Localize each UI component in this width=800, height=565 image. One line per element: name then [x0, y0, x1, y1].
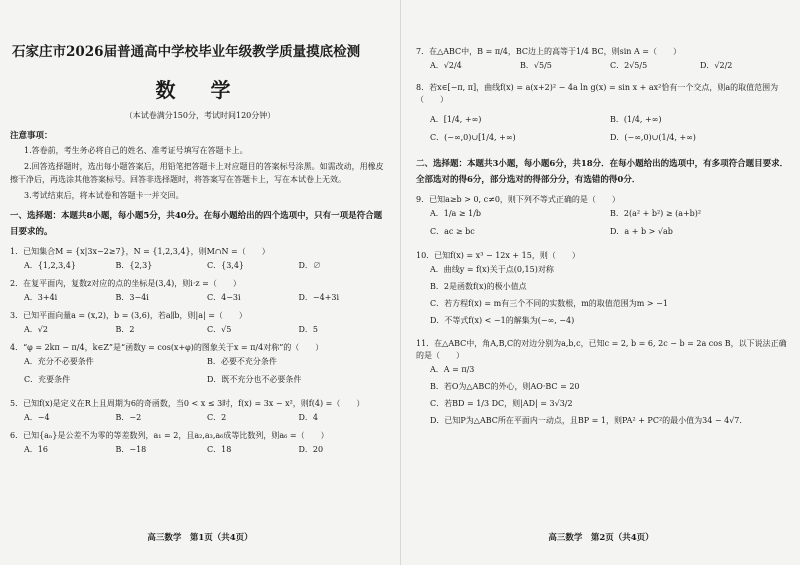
option: B．若O为△ABC的外心，则AO·BC = 20: [430, 382, 580, 391]
question-4-options: [24, 356, 390, 392]
option: A．充分不必要条件: [24, 357, 94, 366]
question-9-options: [430, 208, 790, 244]
section-1-heading: 一、选择题：本题共8小题，每小题5分，共40分。在每小题给出的四个选项中，只有一项是符合题目要求的。: [10, 211, 383, 237]
notice-item: 3.考试结束后，将本试卷和答题卡一并交回。: [24, 191, 184, 200]
option: A．[1/4, +∞): [430, 115, 482, 124]
option: A．{1,2,3,4}: [24, 261, 76, 270]
option: B．√5/5: [520, 61, 552, 70]
option: A．√2: [24, 325, 48, 334]
question-9: 9．已知a≥b > 0, c≠0，则下列不等式正确的是（ ）: [416, 195, 620, 204]
question-4: 4．“φ = 2kπ − π/4，k∈Z”是“函数y = cos(x+φ)的图象关于x = π/4对称”的（ ）: [10, 343, 324, 352]
subject-title: 数 学: [155, 78, 245, 102]
option: B．2是函数f(x)的极小值点: [430, 282, 527, 291]
option: C．√5: [207, 325, 232, 334]
option: A．曲线y = f(x)关于点(0,15)对称: [430, 265, 554, 274]
option: D．不等式f(x) < −1的解集为(−∞, −4): [430, 316, 575, 325]
question-7: 7．在△ABC中，B = π/4，BC边上的高等于1/4 BC，则sin A =（ ）: [416, 47, 681, 56]
page-divider: [400, 0, 401, 565]
page-footer: 高三数学 第2页（共4页）: [548, 533, 654, 543]
option: A．√2/4: [430, 61, 462, 70]
notice-item: 1.答卷前，考生务必将自己的姓名、准考证号填写在答题卡上。: [24, 146, 248, 155]
option: D．4: [298, 413, 319, 422]
option: B．(1/4, +∞): [610, 115, 662, 124]
page-footer: 高三数学 第1页（共4页）: [147, 533, 253, 543]
option: A．1/a ≥ 1/b: [430, 209, 482, 218]
question-8-options: [430, 114, 790, 150]
option: D．∅: [298, 261, 321, 270]
option: D．−4+3i: [298, 293, 340, 302]
option: D．(−∞,0)∪(1/4, +∞): [610, 133, 696, 142]
option: C．(−∞,0)∪[1/4, +∞): [430, 133, 516, 142]
page-2: [402, 0, 800, 565]
exam-title: 石家庄市2026届普通高中学校毕业年级教学质量摸底检测: [12, 44, 361, 60]
notice-heading: 注意事项：: [10, 131, 53, 141]
option: C．18: [207, 445, 232, 454]
option: C．2√5/5: [610, 61, 648, 70]
option: D．已知P为△ABC所在平面内一动点，且BP = 1，则PA² + PC²的最小值为34 − 4√7．: [430, 416, 748, 425]
option: C．ac ≥ bc: [430, 227, 475, 236]
question-3: 3．已知平面向量a = (x,2)，b = (3,6)，若a∥b，则|a| =（ ）: [10, 311, 247, 320]
option: D．√2/2: [700, 61, 733, 70]
option: D．5: [298, 325, 319, 334]
question-5: 5．已知f(x)是定义在R上且周期为6的奇函数，当0 < x ≤ 3时，f(x) = 3x − x²，则f(4) =（ ）: [10, 399, 365, 408]
option: A．3+4i: [24, 293, 58, 302]
option: B．必要不充分条件: [207, 357, 277, 366]
option: C．4−3i: [207, 293, 241, 302]
question-6: 6．已知{aₙ}是公差不为零的等差数列，a₁ = 2，且a₂,a₃,a₆成等比数列，则a₆ =（ ）: [10, 431, 329, 440]
section-2-heading: 二、选择题：本题共3小题，每小题6分，共18分．在每小题给出的选项中，有多项符合题目要求．全部选对的得6分，部分选对的得部分分，有选错的得0分．: [416, 159, 789, 185]
option: C．若方程f(x) = m有三个不同的实数根，m的取值范围为m > −1: [430, 299, 668, 308]
option: C．若BD = 1/3 DC，则|AD| = 3√3/2: [430, 399, 573, 408]
option: C．充要条件: [24, 375, 71, 384]
option: B．−2: [115, 413, 142, 422]
question-10: 10．已知f(x) = x³ − 12x + 15，则（ ）: [416, 251, 580, 260]
option: B．{2,3}: [115, 261, 153, 270]
question-6-options: [24, 444, 390, 456]
question-5-options: [24, 412, 390, 424]
option: D．20: [298, 445, 324, 454]
option: B．2(a² + b²) ≥ (a+b)²: [610, 209, 702, 218]
question-2: 2．在复平面内，复数z对应的点的坐标是(3,4)，则i·z =（ ）: [10, 279, 241, 288]
option: C．2: [207, 413, 227, 422]
exam-note: （本试卷满分150分，考试时间120分钟）: [124, 111, 276, 120]
question-3-options: [24, 324, 390, 336]
question-2-options: [24, 292, 390, 304]
option: A．A = π/3: [430, 365, 475, 374]
question-11: 11．在△ABC中，角A,B,C的对边分别为a,b,c，已知c = 2, b = 6, 2c − b = 2a cos B，以下说法正确的是（ ）: [416, 339, 787, 360]
option: B．−18: [115, 445, 147, 454]
option: A．16: [24, 445, 48, 454]
option: B．2: [115, 325, 135, 334]
question-10-options: [430, 264, 790, 332]
option: A．−4: [24, 413, 50, 422]
notice-item: 2.回答选择题时，选出每小题答案后，用铅笔把答题卡上对应题目的答案标号涂黑。如需改动，用橡皮擦干净后，再选涂其他答案标号。回答非选择题时，将答案写在答题卡上，写在本试卷上无效。: [10, 162, 384, 184]
option: C．{3,4}: [207, 261, 245, 270]
option: D．a + b > √ab: [610, 227, 673, 236]
option: B．3−4i: [115, 293, 149, 302]
question-1: 1．已知集合M = {x|3x−2≥7}，N = {1,2,3,4}，则M∩N =（ ）: [10, 247, 270, 256]
question-7-options: [430, 60, 790, 72]
question-1-options: [24, 260, 390, 272]
question-11-options: [430, 364, 790, 432]
option: D．既不充分也不必要条件: [207, 375, 302, 384]
question-8: 8．若x∈[−π, π]，曲线f(x) = a(x+2)² − 4a ln g(x) = sin x + ax²恰有一个交点，则a的取值范围为（ ）: [416, 83, 779, 104]
